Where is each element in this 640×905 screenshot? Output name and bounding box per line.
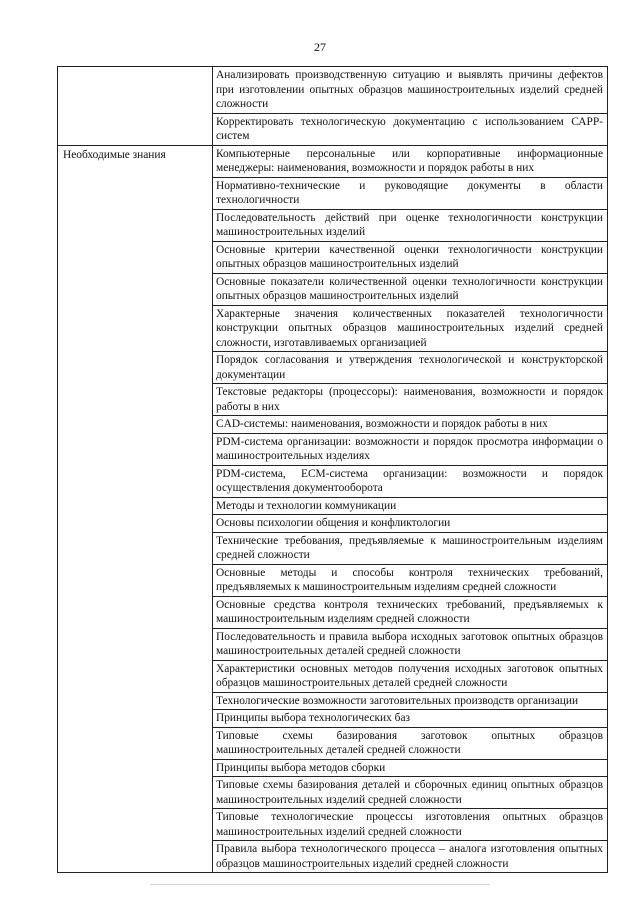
list-item: Принципы выбора методов сборки [213, 760, 607, 778]
list-item: Методы и технологии коммуникации [213, 498, 607, 516]
requirements-table [57, 66, 608, 873]
list-item: CAD-системы: наименования, возможности и порядок работы в них [213, 416, 607, 434]
page-number: 27 [314, 40, 326, 54]
list-item: Типовые схемы базирования деталей и сборочных единиц опытных образцов машиностроительных изделий средней сложности [213, 777, 607, 809]
list-item: Последовательность действий при оценке технологичности конструкции машиностроительных изделий [213, 210, 607, 242]
table-row [58, 67, 608, 146]
list-item: Анализировать производственную ситуацию и выявлять причины дефектов при изготовлении опытных образцов машиностроительных изделий средней сложности [213, 67, 607, 114]
table-row [58, 145, 608, 873]
list-item: PDM-система организации: возможности и порядок просмотра информации о машиностроительных изделиях [213, 434, 607, 466]
list-item: PDM-система, ECM-система организации: возможности и порядок осуществления документооборота [213, 466, 607, 498]
list-item: Типовые технологические процессы изготовления опытных образцов машиностроительных изделий средней сложности [213, 809, 607, 841]
list-item: Технические требования, предъявляемые к машиностроительным изделиям средней сложности [213, 533, 607, 565]
list-item: Основные показатели количественной оценки технологичности конструкции опытных образцов машиностроительных изделий [213, 274, 607, 306]
list-item: Характерные значения количественных показателей технологичности конструкции опытных образцов машиностроительных изделий средней сложности, изготавливаемых организацией [213, 306, 607, 353]
list-item: Технологические возможности заготовительных производств организации [213, 693, 607, 711]
list-item: Компьютерные персональные или корпоративные информационные менеджеры: наименования, возможности и порядок работы в них [213, 146, 607, 178]
list-item: Основы психологии общения и конфликтологии [213, 515, 607, 533]
list-item: Принципы выбора технологических баз [213, 710, 607, 728]
list-item: Правила выбора технологического процесса – аналога изготовления опытных образцов машиностроительных изделий средней сложности [216, 843, 603, 870]
section-items [213, 67, 608, 146]
list-item: Основные средства контроля технических требований, предъявляемых к машиностроительным изделиям средней сложности [213, 597, 607, 629]
list-item: Последовательность и правила выбора исходных заготовок опытных образцов машиностроительных деталей средней сложности [213, 629, 607, 661]
list-item: Текстовые редакторы (процессоры): наименования, возможности и порядок работы в них [213, 384, 607, 416]
list-item: Характеристики основных методов получения исходных заготовок опытных образцов машиностроительных деталей средней сложности [213, 661, 607, 693]
list-item: Порядок согласования и утверждения технологической и конструкторской документации [213, 352, 607, 384]
section-label: Необходимые знания [58, 145, 213, 873]
section-items [213, 145, 608, 873]
list-item: Основные критерии качественной оценки технологичности конструкции опытных образцов машиностроительных изделий [213, 242, 607, 274]
scan-artifact-line [150, 884, 490, 885]
list-item: Корректировать технологическую документацию с использованием САPP-систем [216, 115, 603, 142]
list-item: Нормативно-технические и руководящие документы в области технологичности [213, 178, 607, 210]
section-label [58, 67, 213, 146]
list-item: Типовые схемы базирования заготовок опытных образцов машиностроительных деталей средней сложности [213, 728, 607, 760]
list-item: Основные методы и способы контроля технических требований, предъявляемых к машиностроительным изделиям средней сложности [213, 565, 607, 597]
